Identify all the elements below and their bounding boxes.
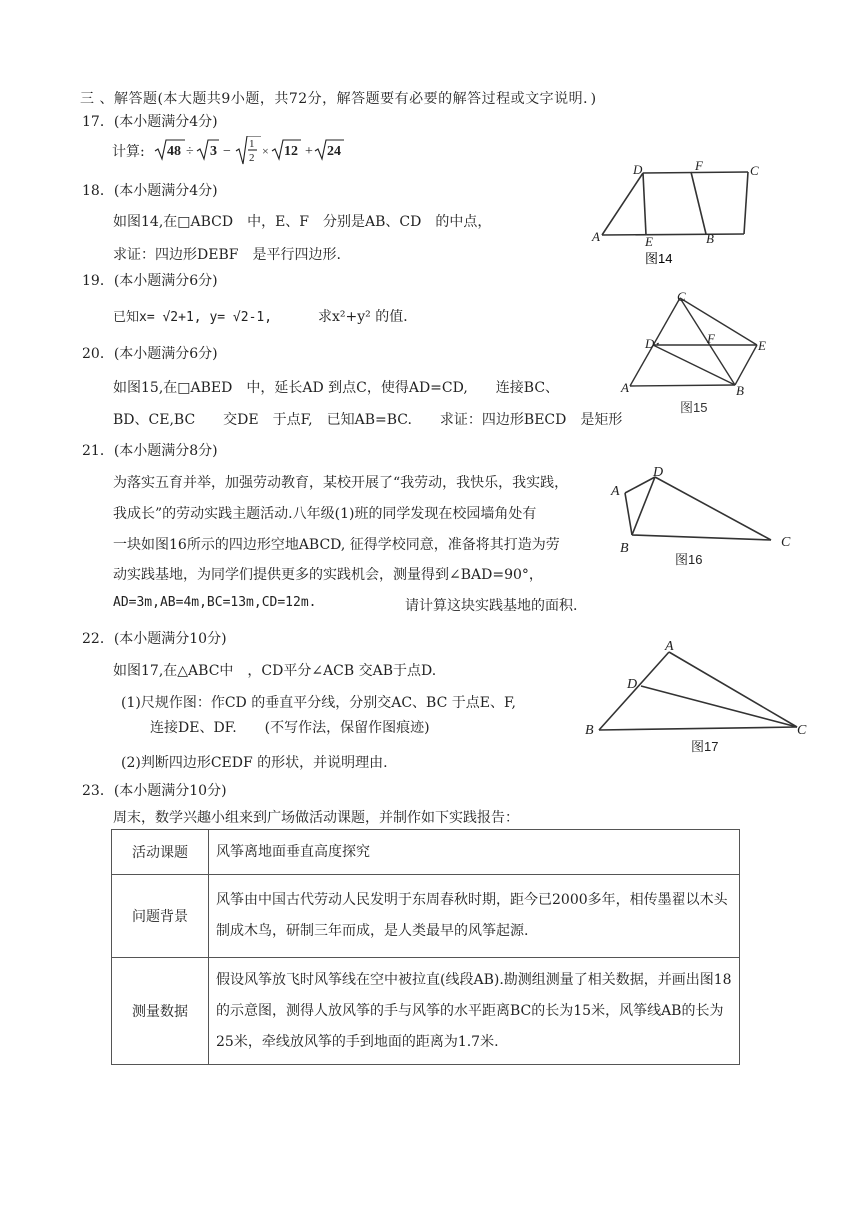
row-value: 假设风筝放飞时风筝线在空中被拉直(线段AB).勘测组测量了相关数据，并画出图18的示意图，测得人放风筝的手与风筝的水平距离BC的长为15米，风筝线AB的长为25米，牵线放风筝的手到地面的距离为1.7米. [209, 958, 740, 1065]
q22-part1-line2: 连接DE、DF. (不写作法，保留作图痕迹) [150, 720, 430, 736]
table-row [112, 830, 740, 875]
fig15-point-d: D [645, 336, 655, 351]
q17-math [153, 136, 353, 166]
q21-line3: 一块如图16所示的四边形空地ABCD, 征得学校同意，准备将其打造为劳 [113, 537, 560, 553]
section-header: 三 、解答题(本大题共9小题，共72分，解答题要有必要的解答过程或文字说明．) [80, 91, 597, 107]
fig14-point-b: B [706, 231, 714, 246]
fig17-point-d: D [627, 677, 638, 692]
radicand-3: 3 [209, 144, 217, 159]
q21-line4: 动实践基地，为同学们提供更多的实践机会，测量得到∠BAD=90°， [113, 567, 543, 583]
q21-line5-ask: 请计算这块实践基地的面积. [405, 598, 578, 614]
fig17-point-b: B [585, 723, 594, 738]
table-row [112, 875, 740, 958]
q19-given: 已知x= √2+1, y= √2-1, [113, 310, 273, 325]
fig15-point-b: B [736, 383, 744, 398]
practice-report-table [111, 829, 740, 1065]
q21-line2: 我成长”的劳动实践主题活动.八年级(1)班的同学发现在校园墙角处有 [113, 506, 537, 522]
fraction-numerator: 1 [248, 138, 255, 150]
fig14-point-f: F [695, 158, 703, 173]
row-value: 风筝由中国古代劳动人民发明于东周春秋时期，距今已2000多年，相传墨翟以木头制成木鸟，研制三年而成，是人类最早的风筝起源. [209, 875, 740, 958]
fig16-point-b: B [620, 541, 629, 556]
q21-header: 21．(本小题满分8分) [82, 443, 218, 459]
fig15-point-c: C [677, 289, 686, 304]
fig14-point-a: A [592, 229, 600, 244]
radicand-12: 12 [283, 144, 298, 159]
figure-14 [588, 157, 778, 271]
q22-line1: 如图17,在△ABC中 ，CD平分∠ACB 交AB于点D. [113, 663, 437, 679]
fig15-point-e: E [758, 338, 766, 353]
fig16-caption: 图16 [675, 552, 703, 567]
row-key: 测量数据 [112, 958, 209, 1065]
fig14-caption: 图14 [645, 251, 673, 266]
q18-line2: 求证：四边形DEBF 是平行四边形. [113, 247, 341, 263]
q19-ask: 求x²+y² 的值． [318, 309, 418, 325]
radicand-48: 48 [166, 144, 181, 159]
figure-17 [585, 636, 815, 765]
q21-line5-data: AD=3m,AB=4m,BC=13m,CD=12m. [113, 595, 317, 610]
fig14-point-e: E [645, 234, 653, 249]
row-key: 活动课题 [112, 830, 209, 875]
figure-15 [620, 288, 780, 422]
fig17-point-a: A [665, 639, 674, 654]
times-sign: × [261, 144, 269, 158]
q18-line1: 如图14,在□ABCD 中，E、F 分别是AB、CD 的中点， [113, 214, 492, 230]
fig17-caption: 图17 [691, 739, 719, 754]
q22-part1-line1: (1)尺规作图：作CD 的垂直平分线，分别交AC、BC 于点E、F, [121, 695, 516, 711]
q22-header: 22．(本小题满分10分) [82, 631, 227, 647]
fig15-point-a: A [621, 380, 629, 395]
table-row [112, 958, 740, 1065]
figure-16 [608, 460, 798, 574]
fig16-point-c: C [781, 535, 791, 550]
q20-line1: 如图15,在□ABED 中，延长AD 到点C，使得AD=CD, 连接BC、 [113, 380, 560, 396]
radicand-24: 24 [326, 144, 341, 159]
fraction-denominator: 2 [248, 152, 255, 164]
fig16-point-d: D [653, 465, 664, 480]
q20-header: 20．(本小题满分6分) [82, 346, 218, 362]
fig16-point-a: A [611, 484, 620, 499]
q19-header: 19．(本小题满分6分) [82, 273, 218, 289]
q20-line2: BD、CE,BC 交DE 于点F, 已知AB=BC. 求证：四边形BECD 是矩形 [113, 412, 623, 428]
fig17-point-c: C [797, 723, 807, 738]
row-value: 风筝离地面垂直高度探究 [209, 830, 740, 875]
q23-header: 23．(本小题满分10分) [82, 783, 227, 799]
q21-line1: 为落实五育并举，加强劳动教育，某校开展了“我劳动，我快乐，我实践， [113, 475, 569, 491]
div-sign: ÷ [185, 144, 194, 159]
q23-intro: 周末，数学兴趣小组来到广场做活动课题，并制作如下实践报告： [113, 810, 519, 826]
q17-expression [112, 138, 353, 164]
fig14-point-c: C [750, 163, 759, 178]
minus-sign: − [222, 144, 231, 159]
row-key: 问题背景 [112, 875, 209, 958]
fig15-caption: 图15 [680, 400, 708, 415]
fig14-point-d: D [633, 162, 643, 177]
plus-sign: + [304, 144, 313, 159]
q17-prefix: 计算: [112, 144, 145, 160]
q22-part2: (2)判断四边形CEDF 的形状，并说明理由. [121, 755, 388, 771]
q17-header: 17．(本小题满分4分) [82, 114, 218, 130]
fig15-point-f: F [707, 331, 715, 346]
q18-header: 18．(本小题满分4分) [82, 183, 218, 199]
